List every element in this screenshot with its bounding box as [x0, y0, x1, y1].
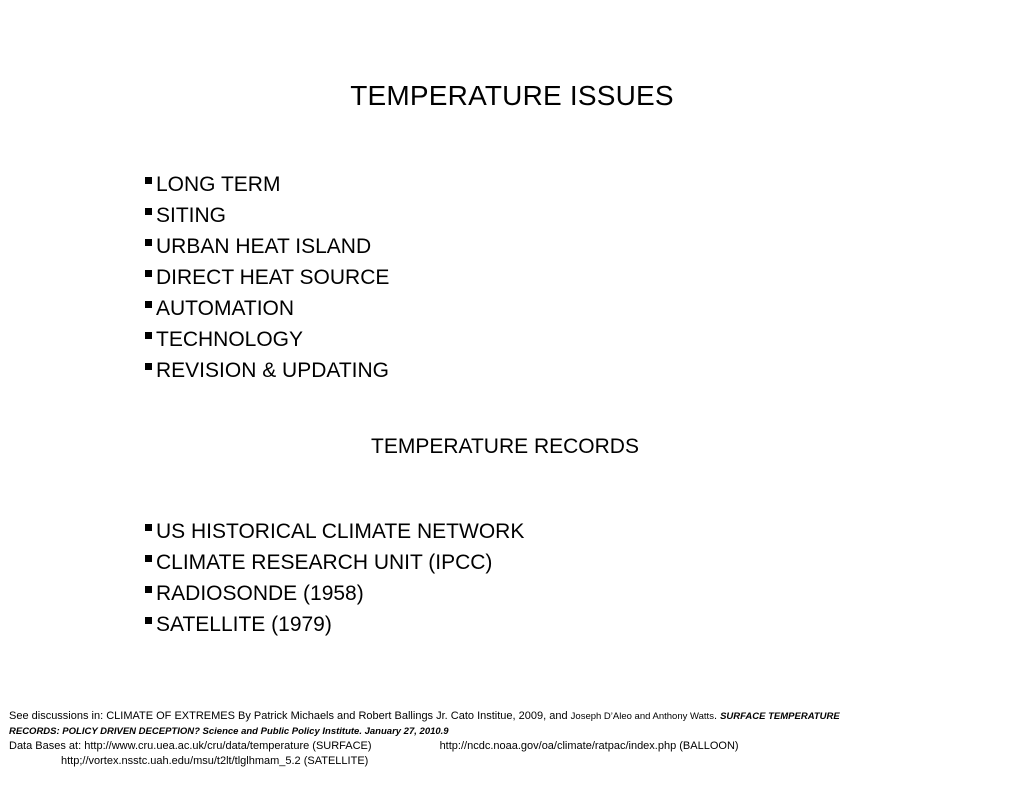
square-bullet-icon: [145, 617, 152, 624]
link-surface[interactable]: http://www.cru.uea.ac.uk/cru/data/temperature (SURFACE): [84, 740, 372, 752]
square-bullet-icon: [145, 332, 152, 339]
list-item: SATELLITE (1979): [145, 609, 524, 640]
records-heading: TEMPERATURE RECORDS: [371, 435, 639, 458]
square-bullet-icon: [145, 239, 152, 246]
databases-line: Data Bases at: http://www.cru.uea.ac.uk/cru/data/temperature (SURFACE) http://ncdc.noaa.gov/oa/climate/ratpac/index.php (BALLOON): [9, 740, 739, 752]
square-bullet-icon: [145, 555, 152, 562]
list-item: SITING: [145, 200, 389, 231]
list-item: CLIMATE RESEARCH UNIT (IPCC): [145, 547, 524, 578]
square-bullet-icon: [145, 177, 152, 184]
discussion-title-continued: RECORDS: POLICY DRIVEN DECEPTION? Science and Public Policy Institute. January 27, 2010.9: [9, 726, 449, 737]
list-item: AUTOMATION: [145, 293, 389, 324]
satellite-db-line: [9, 754, 1019, 769]
link-balloon[interactable]: http://ncdc.noaa.gov/oa/climate/ratpac/index.php (BALLOON): [439, 740, 739, 752]
discussion-line: See discussions in: CLIMATE OF EXTREMES By Patrick Michaels and Robert Ballings Jr. Cato Institue, 2009, and Joseph D’Aleo and Anthony Watts. SURFACE TEMPERATURE: [9, 710, 840, 722]
list-item: TECHNOLOGY: [145, 324, 389, 355]
square-bullet-icon: [145, 301, 152, 308]
list-item: URBAN HEAT ISLAND: [145, 231, 389, 262]
list-item: REVISION & UPDATING: [145, 355, 389, 386]
footer-notes: [9, 709, 1019, 769]
square-bullet-icon: [145, 586, 152, 593]
issues-list: [145, 169, 389, 386]
square-bullet-icon: [145, 208, 152, 215]
records-list: [145, 516, 524, 640]
link-satellite[interactable]: http;//vortex.nsstc.uah.edu/msu/t2lt/tlglhmam_5.2 (SATELLITE): [61, 755, 369, 767]
square-bullet-icon: [145, 524, 152, 531]
list-item: LONG TERM: [145, 169, 389, 200]
list-item: US HISTORICAL CLIMATE NETWORK: [145, 516, 524, 547]
square-bullet-icon: [145, 270, 152, 277]
list-item: RADIOSONDE (1958): [145, 578, 524, 609]
list-item: DIRECT HEAT SOURCE: [145, 262, 389, 293]
square-bullet-icon: [145, 363, 152, 370]
page-title: TEMPERATURE ISSUES: [350, 80, 674, 111]
